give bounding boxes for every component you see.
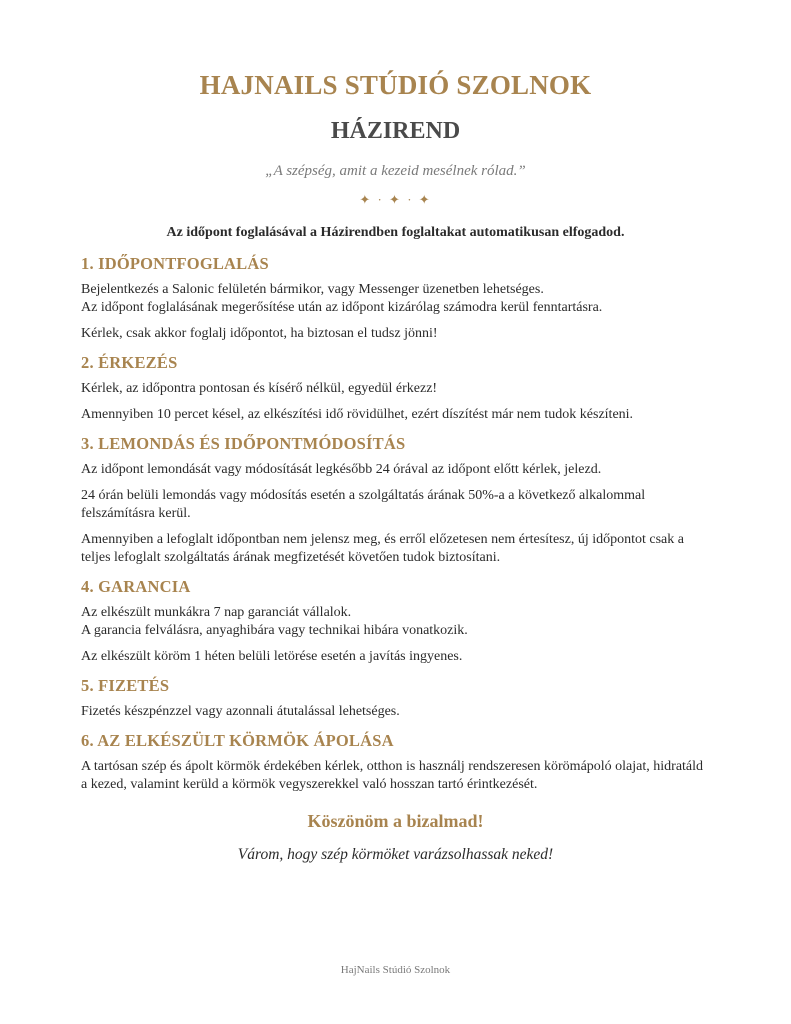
paragraph-line: A tartósan szép és ápolt körmök érdekében kérlek, otthon is használj rendszeresen körömápoló olajat, hidratáld a kezed, valamint kerüld a körmök vegyszerekkel való hosszan tartó érintkezését. (81, 759, 704, 792)
closing-line: Várom, hogy szép körmöket varázsolhassak neked! (237, 846, 554, 863)
ornament-divider: ✦ · ✦ · ✦ (359, 192, 432, 207)
paragraph-line: Az elkészült köröm 1 héten belüli letörése esetén a javítás ingyenes. (81, 649, 463, 664)
section-paragraph (81, 604, 711, 640)
section-paragraph (81, 281, 711, 317)
rule-section (81, 730, 711, 794)
paragraph-line: Kérlek, az időpontra pontosan és kísérő nélkül, egyedül érkezz! (81, 381, 438, 396)
section-paragraph (81, 380, 711, 398)
brand-title: HAJNAILS STÚDIÓ SZOLNOK (199, 70, 592, 100)
rule-section (81, 675, 711, 721)
rule-section (81, 352, 711, 424)
section-heading: 5. FIZETÉS (81, 676, 170, 695)
paragraph-line: Az elkészült munkákra 7 nap garanciát vállalok. (81, 605, 352, 620)
motto-quote: „A szépség, amit a kezeid mesélnek rólad.” (265, 163, 526, 179)
rule-section (81, 433, 711, 567)
section-heading: 3. LEMONDÁS ÉS IDŐPONTMÓDOSÍTÁS (81, 434, 406, 453)
section-heading: 6. AZ ELKÉSZÜLT KÖRMÖK ÁPOLÁSA (81, 731, 394, 750)
paragraph-line: Amennyiben 10 percet késel, az elkészítési idő rövidülhet, ezért díszítést már nem tudok készíteni. (81, 407, 634, 422)
section-paragraph (81, 758, 711, 794)
rule-section (81, 576, 711, 666)
section-paragraph (81, 487, 711, 523)
section-paragraph (81, 648, 711, 666)
rule-section (81, 253, 711, 343)
paragraph-line: Kérlek, csak akkor foglalj időpontot, ha biztosan el tudsz jönni! (81, 326, 438, 341)
section-paragraph (81, 531, 711, 567)
section-paragraph (81, 325, 711, 343)
page-footer: HajNails Stúdió Szolnok (340, 964, 451, 976)
section-heading: 4. GARANCIA (81, 577, 191, 596)
thanks-heading: Köszönöm a bizalmad! (307, 811, 484, 831)
paragraph-line: Az időpont lemondását vagy módosítását legkésőbb 24 órával az időpont előtt kérlek, jelezd. (81, 462, 602, 477)
page-title: HÁZIREND (330, 118, 461, 144)
section-paragraph (81, 461, 711, 479)
paragraph-line: Bejelentkezés a Salonic felületén bármikor, vagy Messenger üzenetben lehetséges. (81, 282, 544, 297)
section-heading: 2. ÉRKEZÉS (81, 353, 178, 372)
section-heading: 1. IDŐPONTFOGLALÁS (81, 254, 269, 273)
paragraph-line: Fizetés készpénzzel vagy azonnali átutalással lehetséges. (81, 704, 400, 719)
intro-statement: Az időpont foglalásával a Házirendben foglaltakat automatikusan elfogadod. (166, 225, 625, 240)
paragraph-line: A garancia felválásra, anyaghibára vagy technikai hibára vonatkozik. (81, 623, 468, 638)
paragraph-line: 24 órán belüli lemondás vagy módosítás esetén a szolgáltatás árának 50%-a a következő alkalommal felszámításra kerül. (81, 488, 646, 521)
rules-sections (81, 253, 711, 803)
paragraph-line: Az időpont foglalásának megerősítése után az időpont kizárólag számodra kerül fenntartásra. (81, 300, 603, 315)
section-paragraph (81, 703, 711, 721)
paragraph-line: Amennyiben a lefoglalt időpontban nem jelensz meg, és erről előzetesen nem értesítesz, új időpontot csak a teljes lefoglalt szolgáltatás árának megfizetését követően tudok biztosítani. (81, 532, 684, 565)
section-paragraph (81, 406, 711, 424)
